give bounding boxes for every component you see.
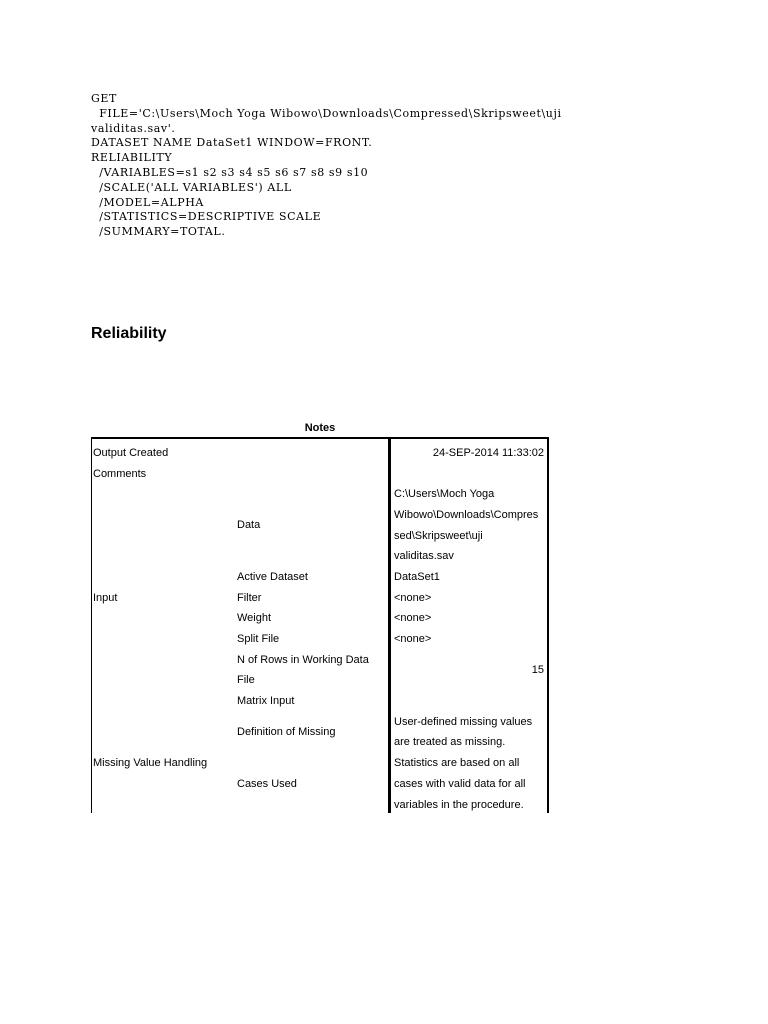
weight-value: <none> bbox=[394, 612, 432, 624]
definition-of-missing-value-line: User-defined missing values bbox=[394, 716, 533, 728]
row-label-filter: Filter bbox=[237, 592, 262, 604]
table-top-rule bbox=[91, 437, 549, 439]
row-label-n-of-rows: N of Rows in Working Data bbox=[237, 654, 369, 666]
row-label-missing-value-handling: Missing Value Handling bbox=[93, 757, 208, 769]
row-label-n-of-rows-continued: File bbox=[237, 674, 255, 686]
output-created-value: 24-SEP-2014 11:33:02 bbox=[432, 447, 544, 459]
cases-used-value-line: cases with valid data for all bbox=[394, 778, 526, 790]
row-label-input: Input bbox=[93, 592, 118, 604]
data-value-line: sed\Skripsweet\uji bbox=[394, 530, 483, 542]
syntax-line: /SCALE('ALL VARIABLES') ALL bbox=[91, 180, 292, 194]
row-label-output-created: Output Created bbox=[93, 447, 169, 459]
split-file-value: <none> bbox=[394, 633, 432, 645]
syntax-line: /SUMMARY=TOTAL. bbox=[91, 225, 226, 239]
syntax-line: DATASET NAME DataSet1 WINDOW=FRONT. bbox=[91, 136, 373, 150]
table-title: Notes bbox=[304, 422, 336, 434]
syntax-line: validitas.sav'. bbox=[91, 121, 176, 135]
table-right-border bbox=[547, 437, 549, 813]
command-syntax bbox=[91, 92, 562, 240]
data-value-line: Wibowo\Downloads\Compres bbox=[394, 509, 539, 521]
row-label-split-file: Split File bbox=[237, 633, 280, 645]
row-label-cases-used: Cases Used bbox=[237, 778, 297, 790]
data-value-line: C:\Users\Moch Yoga bbox=[394, 488, 495, 500]
row-label-comments: Comments bbox=[93, 468, 147, 480]
data-value-line: validitas.sav bbox=[394, 550, 454, 562]
syntax-line: FILE='C:\Users\Moch Yoga Wibowo\Downloads\Compressed\Skripsweet\uji bbox=[91, 106, 562, 120]
syntax-line: RELIABILITY bbox=[91, 151, 173, 165]
row-label-data: Data bbox=[237, 519, 261, 531]
syntax-line: GET bbox=[91, 92, 117, 105]
table-column-divider bbox=[388, 437, 391, 813]
n-of-rows-value: 15 bbox=[531, 664, 544, 676]
notes-table bbox=[91, 437, 549, 813]
row-label-active-dataset: Active Dataset bbox=[237, 571, 308, 583]
row-label-weight: Weight bbox=[237, 612, 272, 624]
cases-used-value-line: Statistics are based on all bbox=[394, 757, 520, 769]
cases-used-value-line: variables in the procedure. bbox=[394, 799, 524, 811]
syntax-line: /VARIABLES=s1 s2 s3 s4 s5 s6 s7 s8 s9 s10 bbox=[91, 165, 369, 179]
active-dataset-value: DataSet1 bbox=[394, 571, 440, 583]
syntax-line: /MODEL=ALPHA bbox=[91, 195, 204, 209]
row-label-definition-of-missing: Definition of Missing bbox=[237, 726, 336, 738]
syntax-line: /STATISTICS=DESCRIPTIVE SCALE bbox=[91, 210, 322, 224]
section-heading: Reliability bbox=[91, 325, 167, 342]
filter-value: <none> bbox=[394, 592, 432, 604]
table-left-border bbox=[91, 437, 92, 813]
definition-of-missing-value-line: are treated as missing. bbox=[394, 736, 506, 748]
row-label-matrix-input: Matrix Input bbox=[237, 695, 295, 707]
